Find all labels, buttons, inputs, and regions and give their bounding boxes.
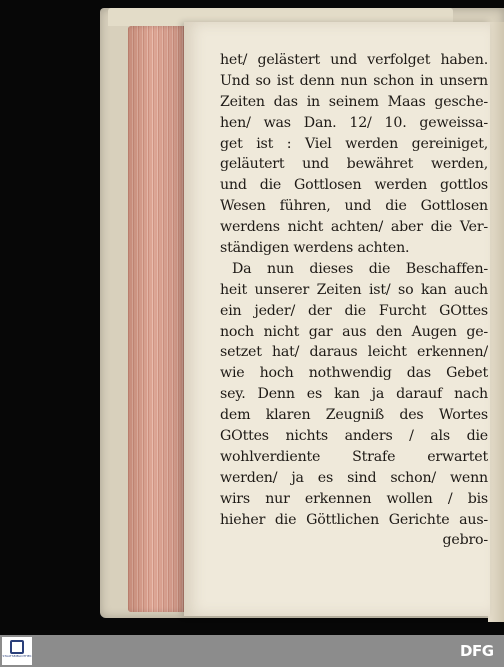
library-logo-text: STAATSBIBLIOTHEK [2,654,32,658]
text-line: Da nun dieses die Beschaffen- [232,260,488,277]
text-line: wirs nur erkennen wollen / bis [220,490,488,507]
text-line: GOttes nichts anders / als die [220,428,488,445]
text-line: setzet hat/ daraus leicht erkennen/ [220,344,488,361]
text-line: Und so ist denn nun schon in unsern [220,72,488,89]
page-text [220,50,488,551]
text-line: get ist : Viel werden gereiniget, [220,135,488,152]
text-line: werden/ ja es sind schon/ wenn [220,469,488,486]
text-line: werdens nicht achten/ aber die Ver- [220,219,488,236]
text-line: heit unserer Zeiten ist/ so kan auch [220,281,488,298]
text-line: geläutert und bewähret werden, [220,156,488,173]
viewer-footer-bar [0,635,504,667]
catchword: gebro- [442,532,488,549]
library-logo[interactable] [2,637,32,665]
text-line: Zeiten das in seinem Maas gesche- [220,93,488,110]
text-line: ein jeder/ der die Furcht GOttes [220,302,488,319]
text-line: und die Gottlosen werden gottlos [220,177,488,194]
page-block-shade [128,26,190,612]
dfg-logo[interactable]: DFG [460,642,494,660]
library-logo-icon [10,640,24,654]
text-line: ständigen werdens achten. [220,240,410,257]
text-line: hieher die Göttlichen Gerichte aus- [220,511,488,528]
text-line: hen/ was Dan. 12/ 10. geweissa- [220,114,488,131]
text-line: het/ gelästert und verfolget haben. [220,52,488,68]
text-line: Wesen führen, und die Gottlosen [220,198,488,215]
text-line: noch nicht gar aus den Augen ge- [220,323,488,340]
text-line: wohlverdiente Strafe erwartet [220,448,488,465]
text-line: wie hoch nothwendig das Gebet [220,365,488,382]
page-right-edge [488,22,504,622]
text-line: sey. Denn es kan ja darauf nach [220,386,488,403]
text-line: dem klaren Zeugniß des Wortes [220,407,488,424]
